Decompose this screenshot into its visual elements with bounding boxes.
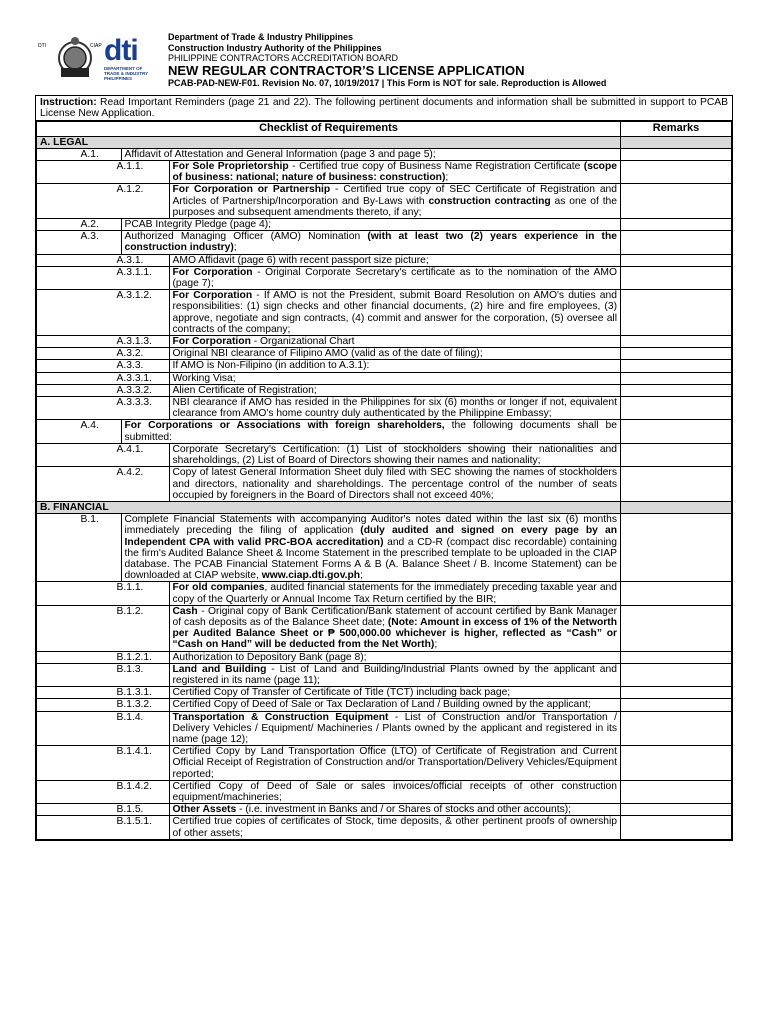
ciap-seal-label: CIAP [90, 43, 102, 49]
requirement-text [173, 373, 236, 384]
table-row [37, 161, 732, 184]
requirement-number: A.1.2. [116, 184, 144, 196]
requirement-number: A.3.3.3. [116, 397, 152, 409]
requirement-tail: ; [434, 639, 438, 651]
requirement-body: - Original Corporate Secretary's certificate as to the nomination of the AMO (page 7); [172, 266, 617, 290]
table-row [37, 348, 732, 360]
requirement-number: A.1. [80, 148, 99, 160]
requirement-number: A.3.2. [116, 348, 144, 360]
requirement-code-cell [37, 467, 73, 502]
requirement-cell [73, 397, 621, 420]
requirement-cell [73, 290, 621, 336]
requirement-code-cell [37, 384, 73, 396]
remarks-cell[interactable] [621, 711, 732, 746]
requirement-number: A.4. [80, 420, 99, 432]
requirement-number: B.1.2.1. [116, 651, 152, 663]
requirement-cell [73, 816, 621, 839]
requirement-emphasis: (with at least two (2) years experience in the construction industry) [124, 231, 617, 254]
requirement-number: A.4.2. [116, 467, 144, 479]
requirement-cell [73, 184, 621, 219]
requirement-text [173, 444, 618, 466]
table-row [37, 816, 732, 839]
remarks-cell[interactable] [621, 420, 732, 443]
requirement-code-cell [37, 266, 73, 289]
requirement-cell [73, 254, 621, 266]
remarks-cell[interactable] [621, 290, 732, 336]
requirement-emphasis: (Note: Amount in excess of 1% of the Networth per Audited Balance Sheet or ₱ 500,000.00 whichever is higher, reflected as “Cash” or “Cash on Hand” will be deducted from the Net Worth) [172, 616, 617, 651]
requirement-cell [73, 219, 621, 231]
remarks-cell[interactable] [621, 687, 732, 699]
dept-line: Department of Trade & Industry Philippines [168, 32, 354, 42]
requirement-number: B.1.4.1. [116, 746, 152, 758]
remarks-cell[interactable] [621, 582, 732, 605]
requirement-body: AMO Affidavit (page 6) with recent passport size picture; [172, 254, 429, 266]
logos [38, 32, 163, 90]
requirement-text [173, 467, 618, 500]
requirement-code-cell [37, 514, 73, 582]
remarks-cell[interactable] [621, 663, 732, 686]
requirement-number: A.4.1. [116, 443, 144, 455]
requirement-cell [73, 663, 621, 686]
requirement-cell [73, 336, 621, 348]
col-remarks: Remarks [621, 122, 732, 136]
table-row [37, 397, 732, 420]
table-row [37, 804, 732, 816]
table-row [37, 290, 732, 336]
remarks-cell[interactable] [621, 148, 732, 160]
requirement-lead: Other Assets [172, 804, 237, 816]
requirement-code-cell [37, 663, 73, 686]
requirement-cell [73, 514, 621, 582]
requirement-number: A.3. [80, 231, 99, 243]
section-title: A. LEGAL [37, 136, 621, 148]
requirement-cell [73, 651, 621, 663]
requirement-emphasis: (duly audited and signed on every page by an Independent CPA with valid PRC-BOA accreditation) [124, 525, 617, 548]
requirement-body: Certified true copies of certificates of Stock, time deposits, & other pertinent proofs of ownership of other assets; [172, 816, 617, 839]
requirement-code-cell [37, 231, 73, 254]
requirement-body: If AMO is Non-Filipino (in addition to A.3.1): [172, 360, 370, 372]
table-row [37, 651, 732, 663]
requirement-code-cell [37, 582, 73, 605]
requirement-number: B.1.1. [116, 582, 144, 594]
requirement-code-cell [37, 699, 73, 711]
requirement-number: A.3.1.3. [116, 336, 152, 348]
requirement-cell [73, 360, 621, 372]
requirement-cell [73, 372, 621, 384]
requirement-number: B.1.3.2. [116, 699, 152, 711]
requirement-text [173, 582, 618, 604]
instruction-label: Instruction: [40, 97, 97, 108]
remarks-cell[interactable] [621, 804, 732, 816]
checklist-rows [37, 136, 732, 839]
requirement-lead: Transportation & Construction Equipment [172, 711, 389, 723]
requirement-text [125, 514, 618, 581]
requirement-cell [73, 384, 621, 396]
requirement-link: www.ciap.dti.gov.ph [261, 570, 361, 582]
requirement-body: Alien Certificate of Registration; [172, 384, 317, 396]
requirement-text [173, 652, 367, 663]
requirement-lead: For old companies [172, 582, 265, 594]
requirement-text [173, 606, 618, 651]
requirement-text [173, 746, 618, 779]
requirement-text [173, 397, 618, 419]
requirement-cell [73, 231, 621, 254]
requirement-body: NBI clearance if AMO has resided in the Philippines for six (6) months or longer if not, equivalent clearance from AMO's home country duly authenticated by the Philippine Embassy; [172, 397, 617, 420]
checklist-document [35, 95, 733, 841]
requirement-text [173, 664, 617, 686]
table-row [37, 582, 732, 605]
dti-logo-sub: DEPARTMENT OF TRADE & INDUSTRY PHILIPPINES [104, 66, 149, 81]
table-row [37, 384, 732, 396]
requirement-number: B.1.5. [116, 804, 144, 816]
requirement-text [173, 184, 618, 217]
requirement-text [125, 149, 436, 160]
dti-logo [104, 36, 162, 86]
requirement-lead: For Corporation [172, 266, 253, 278]
remarks-cell[interactable] [621, 254, 732, 266]
requirement-lead: For Corporations or Associations with foreign shareholders, [124, 420, 445, 432]
requirement-code-cell [37, 420, 73, 443]
requirement-lead: For Corporation or Partnership [172, 184, 331, 196]
remarks-cell[interactable] [621, 266, 732, 289]
requirement-code-cell [37, 184, 73, 219]
requirement-body: - Certified true copy of Business Name Registration Certificate [288, 161, 584, 173]
requirement-tail: and a CD-R (compact disc recordable) containing the firm's Audited Balance Sheet & Income Statement in the prescribed template to be uploaded in the CIAP database. The PCAB Financial Statement Forms A & B (A. Balance Sheet / B. Income Statement) can be downloaded at CIAP website, [124, 536, 617, 582]
requirement-text [173, 267, 618, 289]
requirement-number: A.3.1. [116, 254, 144, 266]
requirement-text [173, 816, 618, 838]
remarks-cell[interactable] [621, 231, 732, 254]
requirement-code-cell [37, 360, 73, 372]
remarks-cell[interactable] [621, 699, 732, 711]
requirement-number: B.1.3. [116, 663, 144, 675]
form-title: NEW REGULAR CONTRACTOR’S LICENSE APPLICATION [168, 62, 525, 78]
remarks-cell[interactable] [621, 746, 732, 781]
requirement-cell [73, 804, 621, 816]
requirement-body: - (i.e. investment in Banks and / or Shares of stocks and other accounts); [236, 804, 572, 816]
table-row [37, 711, 732, 746]
requirement-number: B.1.5.1. [116, 816, 152, 828]
requirement-code-cell [37, 711, 73, 746]
requirement-body: - List of Land and Building/Industrial Plants owned by the applicant and registered in its name (page 11); [172, 663, 617, 686]
table-row [37, 372, 732, 384]
remarks-cell[interactable] [621, 443, 732, 466]
table-row [37, 467, 732, 502]
requirement-number: B.1. [80, 514, 99, 526]
requirement-cell [73, 161, 621, 184]
requirement-lead: For Corporation [172, 290, 253, 302]
requirement-cell [73, 605, 621, 651]
requirement-code-cell [37, 780, 73, 803]
requirement-number: A.3.3. [116, 360, 144, 372]
remarks-cell[interactable] [621, 136, 732, 148]
header-text [168, 32, 606, 88]
requirement-code-cell [37, 804, 73, 816]
requirement-number: B.1.3.1. [116, 687, 152, 699]
table-row [37, 254, 732, 266]
table-row [37, 266, 732, 289]
remarks-cell[interactable] [621, 336, 732, 348]
requirement-lead: For Sole Proprietorship [172, 161, 289, 173]
requirement-body: Affidavit of Attestation and General Information (page 3 and page 5); [124, 148, 436, 160]
form-code: PCAB-PAD-NEW-F01. Revision No. 07, 10/19/2017 | This Form is NOT for sale. Reproduction is Allowed [168, 77, 607, 88]
requirement-cell [73, 780, 621, 803]
requirement-number: A.3.1.2. [116, 290, 152, 302]
requirement-body: Certified Copy of Deed of Sale or sales invoices/official receipts of other construction equipment/machineries; [172, 780, 617, 803]
requirement-tail: as one of the purposes and subsequent amendments thereto, if any; [172, 195, 618, 218]
ciap-line: Construction Industry Authority of the Philippines [168, 42, 382, 53]
remarks-cell[interactable] [621, 816, 732, 839]
remarks-cell[interactable] [621, 467, 732, 502]
remarks-cell[interactable] [621, 360, 732, 372]
requirement-text [173, 290, 618, 335]
requirement-text [173, 804, 572, 815]
requirement-body: Authorization to Depository Bank (page 8); [172, 651, 367, 663]
table-row [37, 420, 732, 443]
section-row [37, 136, 732, 148]
requirement-code-cell [37, 336, 73, 348]
requirement-code-cell [37, 443, 73, 466]
requirement-cell [73, 266, 621, 289]
requirement-number: B.1.2. [116, 605, 144, 617]
remarks-cell[interactable] [621, 514, 732, 582]
remarks-cell[interactable] [621, 219, 732, 231]
requirement-body: - If AMO is not the President, submit Board Resolution on AMO's duties and responsibilities: (1) sign checks and other financial documents, (2) hire and fire employees, (3) approve, negotiate and sign contracts, (4) commit and answer for the corporation, (5) oversee all contracts of the company; [172, 290, 617, 335]
requirement-cell [73, 699, 621, 711]
dti-logo-text: dti [104, 34, 138, 67]
requirement-number: B.1.4.2. [116, 780, 152, 792]
table-row [37, 219, 732, 231]
table-row [37, 699, 732, 711]
remarks-cell[interactable] [621, 348, 732, 360]
remarks-cell[interactable] [621, 161, 732, 184]
table-row [37, 780, 732, 803]
requirement-code-cell [37, 605, 73, 651]
table-row [37, 360, 732, 372]
table-row [37, 443, 732, 466]
requirement-cell [73, 746, 621, 781]
requirement-body: Working Visa; [172, 372, 236, 384]
requirement-text [173, 699, 591, 710]
table-row [37, 746, 732, 781]
requirement-code-cell [37, 290, 73, 336]
requirement-text [125, 231, 617, 253]
requirement-body: Complete Financial Statements with accompanying Auditor's notes dated within the last six (6) months immediately preceding the filing of application [124, 514, 617, 537]
requirement-code-cell [37, 816, 73, 839]
requirement-code-cell [37, 254, 73, 266]
requirement-cell [73, 420, 621, 443]
requirement-text [125, 420, 618, 442]
requirement-cell [73, 467, 621, 502]
requirement-code-cell [37, 651, 73, 663]
requirement-body: Certified Copy by Land Transportation Office (LTO) of Certificate of Registration and Current Official Receipt of Registration of Construction and/or Transportation/Delivery Vehicles/Equipment reported; [172, 746, 618, 780]
requirement-code-cell [37, 746, 73, 781]
requirement-tail: ; [233, 242, 237, 254]
table-row [37, 605, 732, 651]
section-title: B. FINANCIAL [37, 501, 621, 513]
requirement-number: A.3.1.1. [116, 266, 152, 278]
table-row [37, 336, 732, 348]
checklist-table [36, 121, 732, 839]
requirement-emphasis: (scope of business: national; nature of business: construction) [172, 161, 617, 184]
instruction [36, 96, 732, 121]
requirement-tail: ; [445, 172, 449, 184]
table-row [37, 687, 732, 699]
table-row [37, 514, 732, 582]
requirement-code-cell [37, 148, 73, 160]
remarks-cell[interactable] [621, 397, 732, 420]
requirement-body: Copy of latest General Information Sheet duly filed with SEC showing the names of stockholders and directors, nationality and shareholdings. The percentage control of the number of seats occupied by foreigners in the Board of Directors shall not exceed 40%; [172, 467, 617, 501]
requirement-code-cell [37, 219, 73, 231]
requirement-text [173, 255, 429, 266]
requirement-body: - Certified true copy of SEC Certificate of Registration and Articles of Partnership/Incorporation and By-Laws with [172, 184, 617, 207]
table-row [37, 184, 732, 219]
requirement-cell [73, 348, 621, 360]
requirement-emphasis: construction contracting [428, 195, 551, 207]
requirement-cell [73, 443, 621, 466]
table-header [37, 122, 732, 136]
requirement-body: PCAB Integrity Pledge (page 4); [124, 219, 272, 231]
remarks-cell[interactable] [621, 651, 732, 663]
requirement-text [173, 385, 317, 396]
remarks-cell[interactable] [621, 605, 732, 651]
requirement-body: - Original copy of Bank Certification/Bank statement of account certified by Bank Manager of cash deposits as of the Balance Sheet date; [172, 605, 617, 628]
requirement-text [173, 161, 618, 183]
requirement-text [173, 348, 483, 359]
requirement-number: A.3.3.2. [116, 384, 152, 396]
dti-seal-label: DTI [38, 43, 47, 49]
table-row [37, 231, 732, 254]
remarks-cell[interactable] [621, 184, 732, 219]
requirement-body: - List of Construction and/or Transportation / Delivery Vehicles / Equipment/ Machineries / Plants owned by the applicant and registered in its name (page 12); [172, 711, 617, 745]
requirement-number: B.1.4. [116, 711, 144, 723]
requirement-cell [73, 687, 621, 699]
col-checklist: Checklist of Requirements [37, 122, 621, 136]
requirement-code-cell [37, 161, 73, 184]
instruction-text: Read Important Reminders (page 21 and 22). The following pertinent documents and information shall be submitted in support to PCAB License New Application. [40, 97, 728, 120]
remarks-cell[interactable] [621, 372, 732, 384]
requirement-cell [73, 582, 621, 605]
form-header [0, 0, 768, 95]
requirement-body: , audited financial statements for the immediately preceding taxable year and copy of the Quarterly or Annual Income Tax Return certified by the BIR; [172, 582, 617, 605]
requirement-number: A.2. [80, 219, 99, 231]
requirement-body: Authorized Managing Officer (AMO) Nomination [124, 231, 368, 243]
requirement-body: Corporate Secretary's Certification: (1) List of stockholders showing their nationalities and shareholdings, (2) List of Board of Directors showing their names and nationality; [172, 443, 617, 467]
pcab-line: PHILIPPINE CONTRACTORS ACCREDITATION BOARD [168, 53, 399, 63]
requirement-code-cell [37, 687, 73, 699]
requirement-tail: ; [360, 570, 363, 582]
requirement-text [173, 781, 618, 803]
requirement-text [173, 687, 511, 698]
requirement-body: the following documents shall be submitted: [124, 420, 617, 443]
requirement-number: A.3.3.1. [116, 372, 152, 384]
requirement-cell [73, 711, 621, 746]
requirement-lead: Cash [172, 605, 198, 617]
requirement-body: - Organizational Chart [250, 336, 355, 348]
requirement-body: Original NBI clearance of Filipino AMO (valid as of the date of filing); [172, 348, 483, 360]
remarks-cell[interactable] [621, 384, 732, 396]
remarks-cell[interactable] [621, 780, 732, 803]
requirement-lead: Land and Building [172, 663, 267, 675]
requirement-lead: For Corporation [172, 336, 251, 348]
ciap-seal-icon [56, 36, 94, 82]
requirement-number: A.1.1. [116, 161, 144, 173]
requirement-text [125, 219, 272, 230]
requirement-text [173, 360, 370, 371]
requirement-text [173, 336, 355, 347]
requirement-code-cell [37, 397, 73, 420]
table-row [37, 148, 732, 160]
requirement-text [173, 712, 618, 745]
requirement-code-cell [37, 372, 73, 384]
table-row [37, 663, 732, 686]
requirement-body: Certified Copy of Deed of Sale or Tax Declaration of Land / Building owned by the applicant; [172, 699, 591, 711]
requirement-cell [73, 148, 621, 160]
remarks-cell[interactable] [621, 501, 732, 513]
requirement-code-cell [37, 348, 73, 360]
section-row [37, 501, 732, 513]
requirement-body: Certified Copy of Transfer of Certificate of Title (TCT) including back page; [172, 687, 511, 699]
